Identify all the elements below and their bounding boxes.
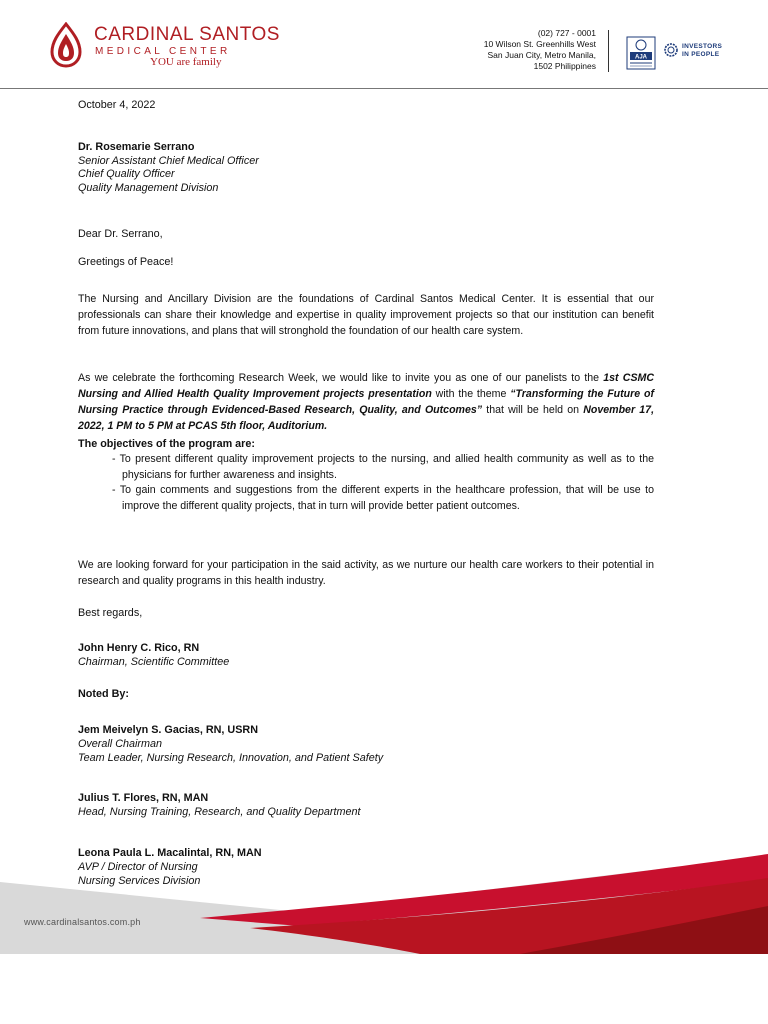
brand-name: CARDINAL SANTOS bbox=[94, 24, 280, 45]
aja-certification-badge bbox=[626, 36, 656, 70]
address-line-1: 10 Wilson St. Greenhills West bbox=[483, 39, 596, 49]
iip-ring-icon bbox=[664, 43, 678, 57]
event-name: 1st CSMC Nursing and Allied Health Quality Improvement projects presentation bbox=[78, 371, 654, 400]
signatory-3 bbox=[78, 791, 360, 819]
phone-number: (02) 727 - 0001 bbox=[537, 28, 596, 38]
iip-line-1: INVESTORS bbox=[682, 43, 723, 50]
investors-in-people-badge bbox=[664, 43, 754, 59]
signatory-2-title-1: Overall Chairman bbox=[78, 738, 163, 750]
hospital-logo bbox=[44, 22, 280, 70]
event-theme: “Transforming the Future of Nursing Practice through Evidenced-Based Research, Quality, and Outcomes” bbox=[78, 387, 654, 416]
address-line-3: 1502 Philippines bbox=[533, 61, 596, 71]
recipient-title-1: Senior Assistant Chief Medical Officer bbox=[78, 154, 259, 167]
event-schedule: November 17, 2022, 1 PM to 5 PM at PCAS 5th floor, Auditorium. bbox=[78, 403, 655, 432]
recipient-name: Dr. Rosemarie Serrano bbox=[78, 141, 195, 153]
closing: Best regards, bbox=[78, 607, 143, 619]
contact-block bbox=[484, 28, 596, 72]
objective-item: - To gain comments and suggestions from the different experts in the healthcare profession, that will be use to improve the different quality projects, that in turn will provide better patient outcomes. bbox=[112, 484, 654, 512]
objectives-title: The objectives of the program are: bbox=[78, 438, 255, 450]
footer-swoosh bbox=[0, 848, 768, 954]
recipient-title-2: Chief Quality Officer bbox=[78, 168, 175, 181]
signatory-2 bbox=[78, 723, 383, 765]
signatory-2-title-2: Team Leader, Nursing Research, Innovation, and Patient Safety bbox=[78, 752, 384, 764]
header-divider bbox=[608, 30, 609, 72]
paragraph-2-part-1: As we celebrate the forthcoming Research Week, we would like to invite you as one of our panelists to the bbox=[78, 371, 604, 384]
address-line-2: San Juan City, Metro Manila, bbox=[487, 50, 596, 60]
signatory-2-name: Jem Meivelyn S. Gacias, RN, USRN bbox=[78, 724, 259, 736]
header-rule bbox=[0, 88, 768, 89]
signatory-3-title: Head, Nursing Training, Research, and Quality Department bbox=[78, 806, 361, 818]
paragraph-2 bbox=[78, 370, 654, 434]
recipient-block bbox=[78, 141, 259, 196]
paragraph-2-part-3: that will be held on bbox=[482, 403, 584, 416]
objectives-list bbox=[112, 452, 654, 514]
signatory-1-title: Chairman, Scientific Committee bbox=[78, 656, 230, 668]
signatory-4-name: Leona Paula L. Macalintal, RN, MAN bbox=[78, 847, 262, 859]
objective-item: - To present different quality improvement projects to the nursing, and allied health community as well as to the physicians for further awareness and insights. bbox=[112, 453, 654, 481]
signatory-4-title-1: AVP / Director of Nursing bbox=[78, 861, 198, 873]
recipient-title-3: Quality Management Division bbox=[78, 182, 219, 195]
paragraph-2-part-2: with the theme bbox=[431, 387, 511, 400]
greeting: Greetings of Peace! bbox=[78, 256, 174, 268]
brand-tagline: YOU are family bbox=[150, 56, 222, 68]
signatory-3-name: Julius T. Flores, RN, MAN bbox=[78, 792, 209, 804]
noted-by-label: Noted By: bbox=[78, 688, 129, 700]
letter-date: October 4, 2022 bbox=[78, 99, 156, 111]
paragraph-1: The Nursing and Ancillary Division are the foundations of Cardinal Santos Medical Center. It is essential that our professionals can share their knowledge and expertise in quality improvement projects so that our institution can benefit from future innovations, and plans that will stronghold the foundation of our health care system. bbox=[78, 292, 654, 337]
iip-text bbox=[682, 43, 722, 58]
salutation: Dear Dr. Serrano, bbox=[78, 228, 163, 240]
iip-line-2: IN PEOPLE bbox=[682, 50, 720, 58]
signatory-4-title-2: Nursing Services Division bbox=[78, 875, 201, 887]
aja-label: AJA bbox=[634, 54, 648, 61]
brand-subtitle: MEDICAL CENTER bbox=[95, 46, 231, 57]
flame-logo-icon bbox=[44, 22, 88, 68]
signatory-1 bbox=[78, 641, 229, 669]
paragraph-3: We are looking forward for your participation in the said activity, as we nurture our health care workers to their potential in research and quality programs in this health industry. bbox=[78, 558, 654, 587]
signatory-1-name: John Henry C. Rico, RN bbox=[78, 642, 200, 654]
footer-website: www.cardinalsantos.com.ph bbox=[24, 917, 141, 927]
